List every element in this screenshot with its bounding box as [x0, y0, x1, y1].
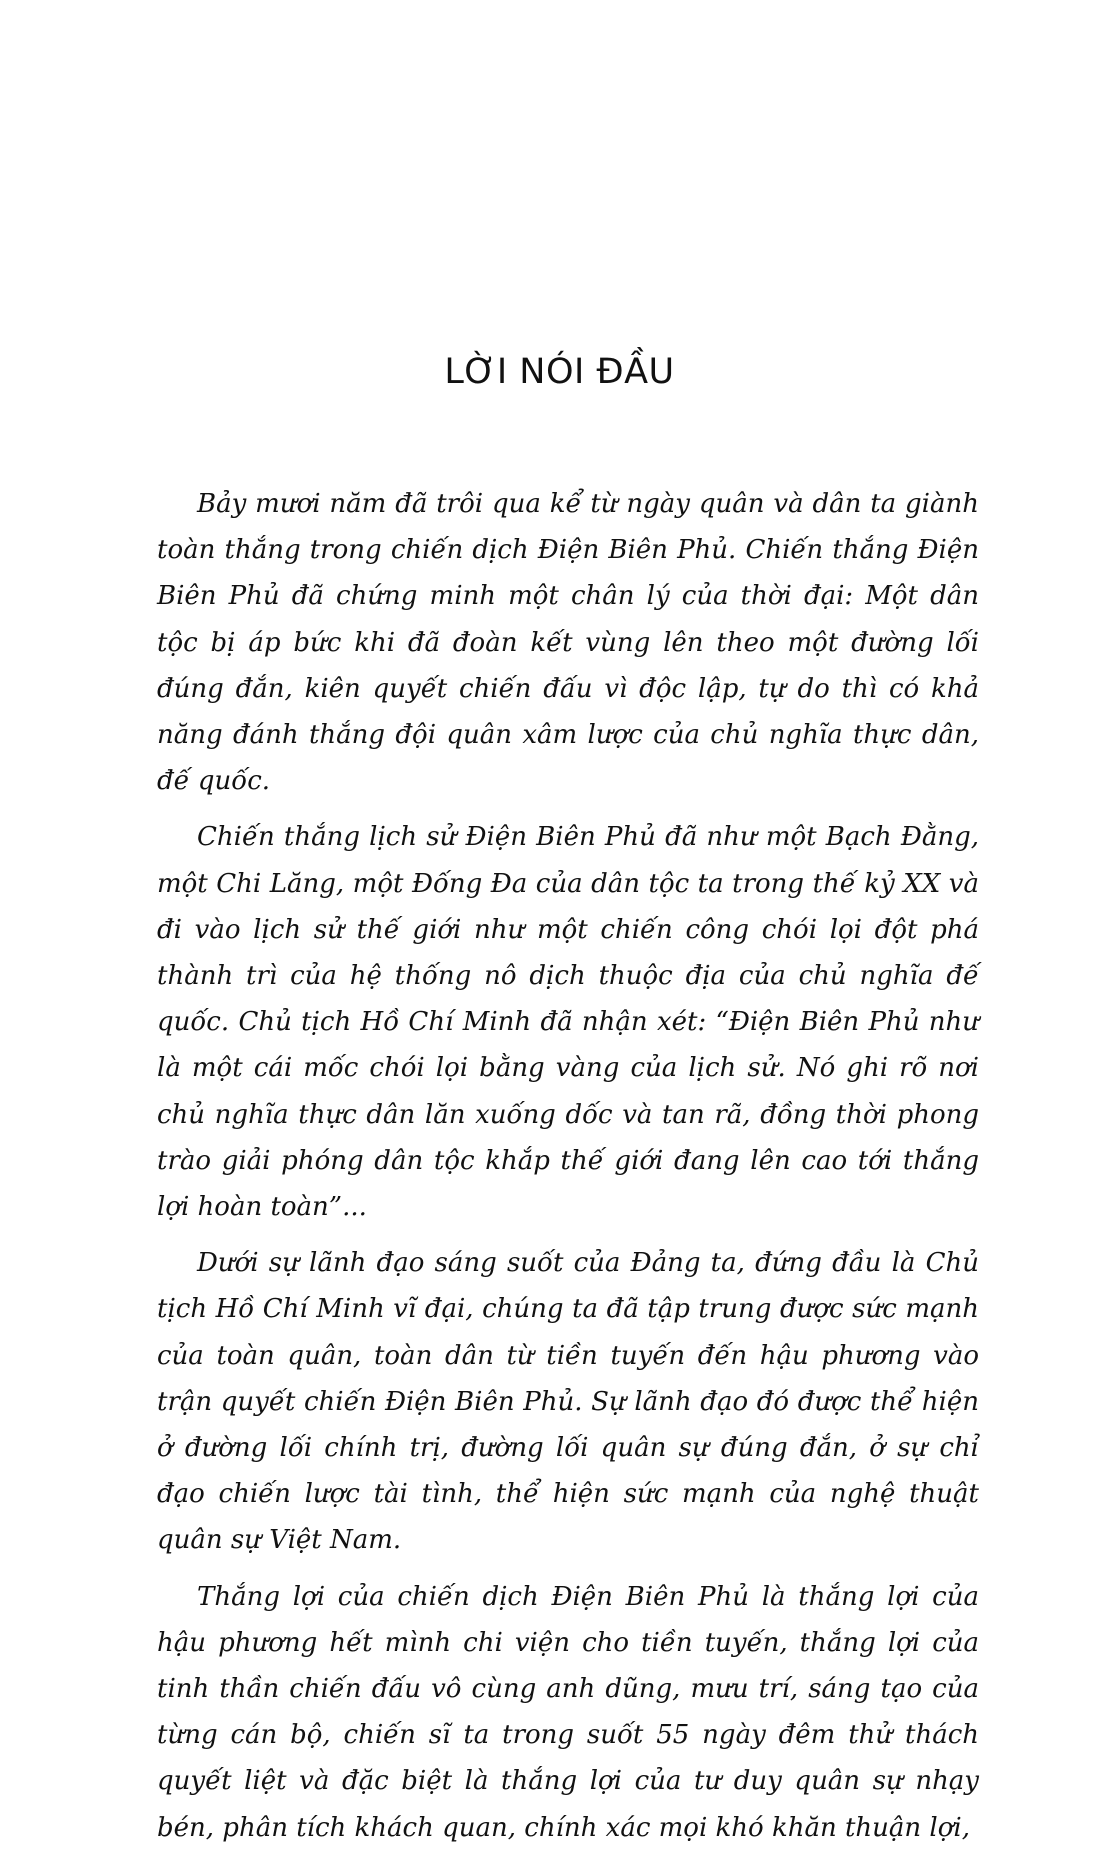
page-title: LỜI NÓI ĐẦU — [444, 352, 675, 392]
paragraph-3: Dưới sự lãnh đạo sáng suốt của Đảng ta, đứng đầu là Chủ tịch Hồ Chí Minh vĩ đại, chúng ta đã tập trung được sức mạnh của toàn quân, toàn dân từ tiền tuyến đến hậu phương vào trận quyết chiến Điện Biên Phủ. Sự lãnh đạo đó được thể hiện ở đường lối chính trị, đường lối quân sự đúng đắn, ở sự chỉ đạo chiến lược tài tình, thể hiện sức mạnh của nghệ thuật quân sự Việt Nam. — [157, 1248, 979, 1556]
preface-body — [157, 481, 979, 1861]
paragraph-4: Thắng lợi của chiến dịch Điện Biên Phủ là thắng lợi của hậu phương hết mình chi viện cho tiền tuyến, thắng lợi của tinh thần chiến đấu vô cùng anh dũng, mưu trí, sáng tạo của từng cán bộ, chiến sĩ ta trong suốt 55 ngày đêm thử thách quyết liệt và đặc biệt là thắng lợi của tư duy quân sự nhạy bén, phân tích khách quan, chính xác mọi khó khăn thuận lợi, — [157, 1581, 979, 1843]
paragraph-2: Chiến thắng lịch sử Điện Biên Phủ đã như một Bạch Đằng, một Chi Lăng, một Đống Đa của dân tộc ta trong thế kỷ XX và đi vào lịch sử thế giới như một chiến công chói lọi đột phá thành trì của hệ thống nô dịch thuộc địa của chủ nghĩa đế quốc. Chủ tịch Hồ Chí Minh đã nhận xét: “Điện Biên Phủ như là một cái mốc chói lọi bằng vàng của lịch sử. Nó ghi rõ nơi chủ nghĩa thực dân lăn xuống dốc và tan rã, đồng thời phong trào giải phóng dân tộc khắp thế giới đang lên cao tới thắng lợi hoàn toàn”... — [157, 822, 979, 1223]
paragraph-1: Bảy mươi năm đã trôi qua kể từ ngày quân và dân ta giành toàn thắng trong chiến dịch Điện Biên Phủ. Chiến thắng Điện Biên Phủ đã chứng minh một chân lý của thời đại: Một dân tộc bị áp bức khi đã đoàn kết vùng lên theo một đường lối đúng đắn, kiên quyết chiến đấu vì độc lập, tự do thì có khả năng đánh thắng đội quân xâm lược của chủ nghĩa thực dân, đế quốc. — [157, 489, 979, 797]
